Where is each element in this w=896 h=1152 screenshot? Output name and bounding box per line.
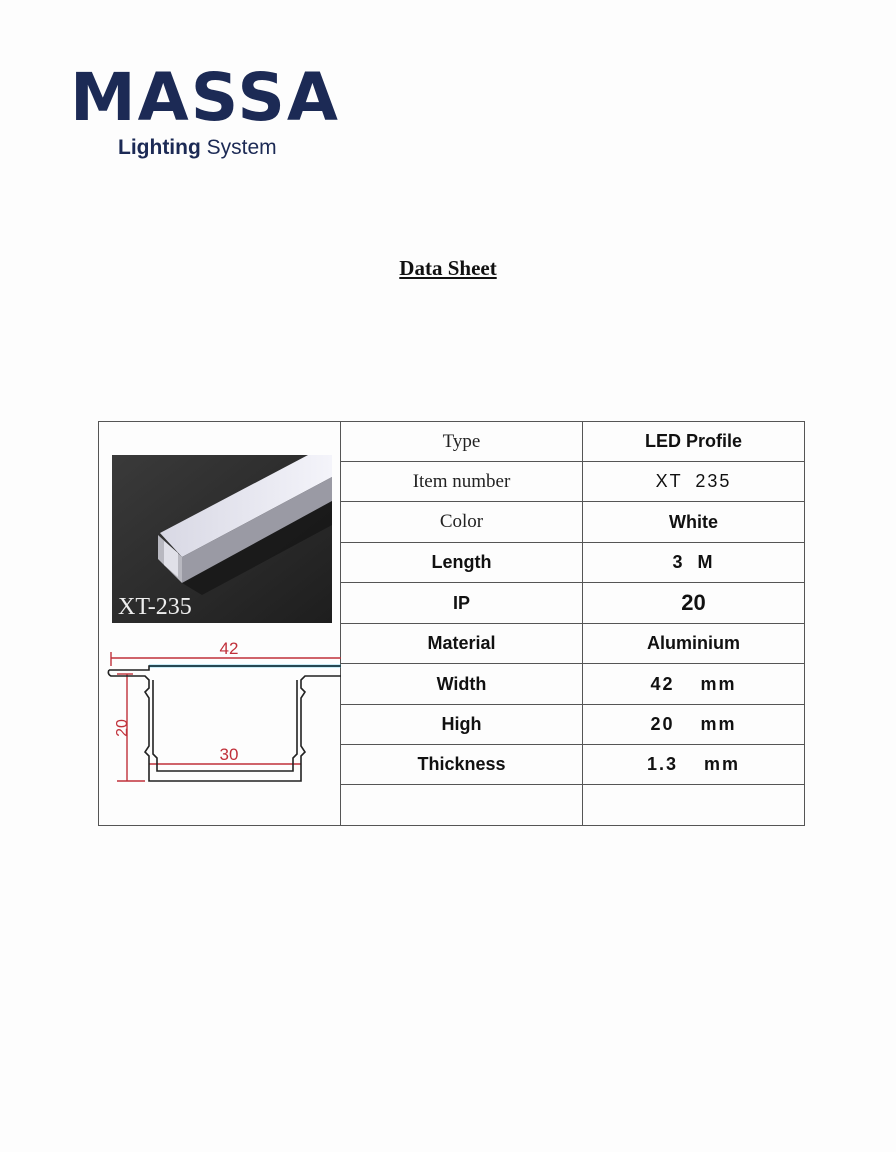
tagline-rest: System xyxy=(200,136,277,159)
spec-label: IP xyxy=(341,583,583,623)
spec-value: 3 M xyxy=(672,552,715,572)
product-photo xyxy=(112,455,332,623)
spec-row-length xyxy=(341,543,804,583)
product-photo-label: XT-235 xyxy=(118,594,192,620)
technical-drawing xyxy=(105,636,341,786)
product-image-cell xyxy=(99,422,341,825)
spec-row-material xyxy=(341,624,804,664)
spec-label xyxy=(341,785,583,825)
spec-row-empty xyxy=(341,785,804,825)
spec-label: Type xyxy=(341,422,583,461)
spec-label: Width xyxy=(341,664,583,704)
spec-label: Length xyxy=(341,543,583,582)
document-title: Data Sheet xyxy=(399,256,497,280)
spec-value: 1.3 mm xyxy=(646,754,741,774)
tagline-bold: Lighting xyxy=(118,136,201,159)
spec-value: White xyxy=(669,511,718,532)
spec-value: XT 235 xyxy=(655,471,732,491)
spec-label: High xyxy=(341,705,583,744)
spec-label: Material xyxy=(341,624,583,663)
spec-value: 42 mm xyxy=(650,673,737,694)
inner-width-dimension-label: 30 xyxy=(219,745,239,764)
spec-row-type xyxy=(341,422,804,462)
spec-row-thickness xyxy=(341,745,804,785)
spec-grid xyxy=(341,422,804,825)
spec-row-color xyxy=(341,502,804,543)
spec-row-ip xyxy=(341,583,804,624)
spec-row-high xyxy=(341,705,804,745)
brand-tagline xyxy=(118,136,277,160)
spec-sheet-table xyxy=(98,421,805,826)
spec-value: 20 mm xyxy=(650,714,737,734)
brand-name: MASSA xyxy=(70,59,340,136)
spec-label: Color xyxy=(341,502,583,542)
height-dimension-label: 20 xyxy=(114,719,131,737)
spec-value xyxy=(583,785,804,825)
spec-row-width xyxy=(341,664,804,705)
spec-value: LED Profile xyxy=(644,431,742,451)
spec-value: 20 xyxy=(681,590,706,615)
spec-value: Aluminium xyxy=(647,633,740,653)
spec-row-item-number xyxy=(341,462,804,502)
spec-label: Item number xyxy=(341,462,583,501)
spec-label: Thickness xyxy=(341,745,583,784)
width-dimension-label: 42 xyxy=(219,639,239,658)
brand-logo xyxy=(70,59,410,172)
cross-section-drawing xyxy=(105,636,341,786)
